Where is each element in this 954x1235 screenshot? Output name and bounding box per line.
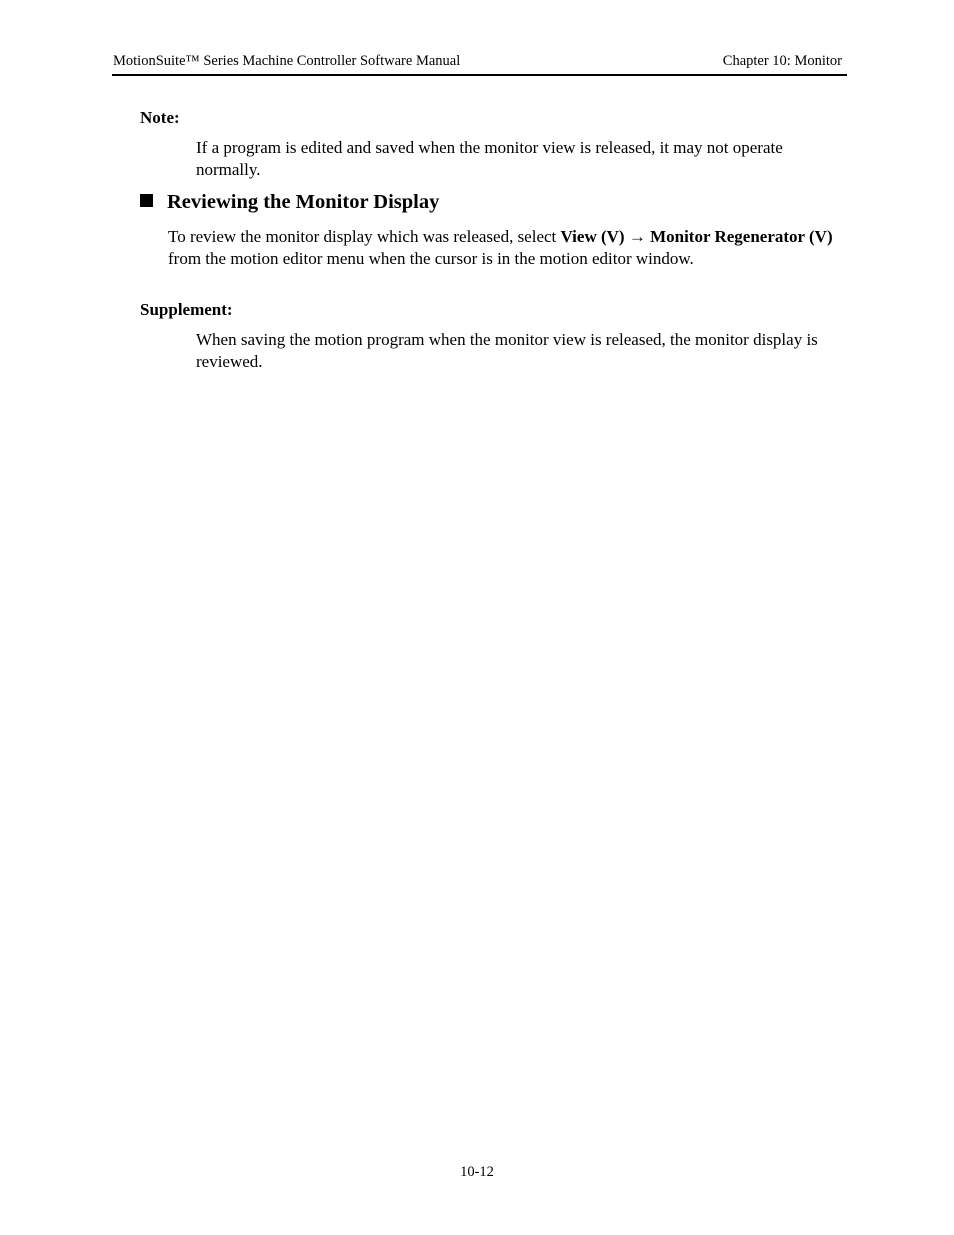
note-label: Note:: [140, 108, 180, 127]
arrow-icon: →: [624, 227, 651, 246]
manual-title: MotionSuite™ Series Machine Controller Software Manual: [113, 53, 461, 69]
section-heading: [140, 190, 439, 214]
menu-view: View (V): [560, 227, 625, 246]
supplement-label: Supplement:: [140, 300, 233, 319]
note-text: If a program is edited and saved when the monitor view is released, it may not operate normally.: [196, 138, 783, 179]
page-number: 10-12: [460, 1164, 494, 1180]
section-heading-text: Reviewing the Monitor Display: [167, 191, 440, 213]
para-suffix: from the motion editor menu when the cursor is in the motion editor window.: [168, 248, 694, 268]
para-prefix: To review the monitor display which was released, select: [168, 227, 561, 246]
page-header: [112, 52, 847, 76]
section-paragraph: [168, 226, 848, 269]
menu-monitor-regenerator: Monitor Regenerator (V): [650, 227, 833, 246]
chapter-title: Chapter 10: Monitor: [722, 53, 842, 69]
bullet-square-icon: [140, 194, 153, 207]
supplement-text: When saving the motion program when the monitor view is released, the monitor display is reviewed.: [196, 330, 818, 371]
